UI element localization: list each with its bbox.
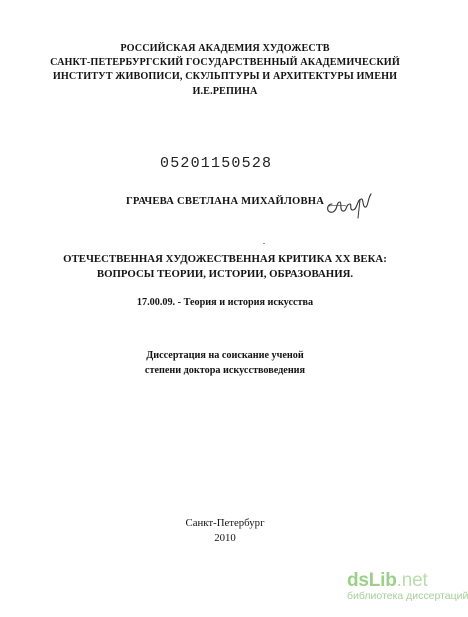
watermark-logo-suffix: .net: [396, 570, 428, 591]
scan-mark: [263, 243, 265, 244]
city-name: Санкт-Петербург: [185, 517, 265, 529]
watermark-subtitle: библиотека диссертаций: [347, 590, 468, 602]
watermark-logo-main: dsLib: [347, 570, 397, 591]
degree-line: Диссертация на соискание ученой: [146, 350, 304, 361]
institution-line: И.Е.РЕПИНА: [192, 85, 258, 97]
institution-line: РОССИЙСКАЯ АКАДЕМИЯ ХУДОЖЕСТВ: [120, 43, 330, 54]
institution-header: [0, 42, 450, 99]
title-line: ОТЕЧЕСТВЕННАЯ ХУДОЖЕСТВЕННАЯ КРИТИКА XX ВЕКА:: [63, 253, 387, 265]
watermark: [347, 570, 468, 602]
degree-statement: [0, 349, 450, 378]
institution-line: ИНСТИТУТ ЖИВОПИСИ, СКУЛЬПТУРЫ И АРХИТЕКТУРЫ ИМЕНИ: [52, 71, 398, 83]
year: 2010: [214, 532, 236, 544]
institution-line: САНКТ-ПЕТЕРБУРГСКИЙ ГОСУДАРСТВЕННЫЙ АКАДЕМИЧЕСКИЙ: [50, 57, 400, 69]
author-name: ГРАЧЕВА СВЕТЛАНА МИХАЙЛОВНА: [125, 196, 325, 207]
registration-number: 05201150528: [160, 155, 273, 172]
dissertation-title: [0, 252, 450, 282]
title-line: ВОПРОСЫ ТЕОРИИ, ИСТОРИИ, ОБРАЗОВАНИЯ.: [96, 268, 354, 280]
place-and-year: [0, 516, 450, 546]
specialty-code: 17.00.09. - Теория и история искусства: [136, 297, 314, 308]
degree-line: степени доктора искусствоведения: [144, 364, 306, 376]
watermark-logo: [347, 570, 447, 592]
